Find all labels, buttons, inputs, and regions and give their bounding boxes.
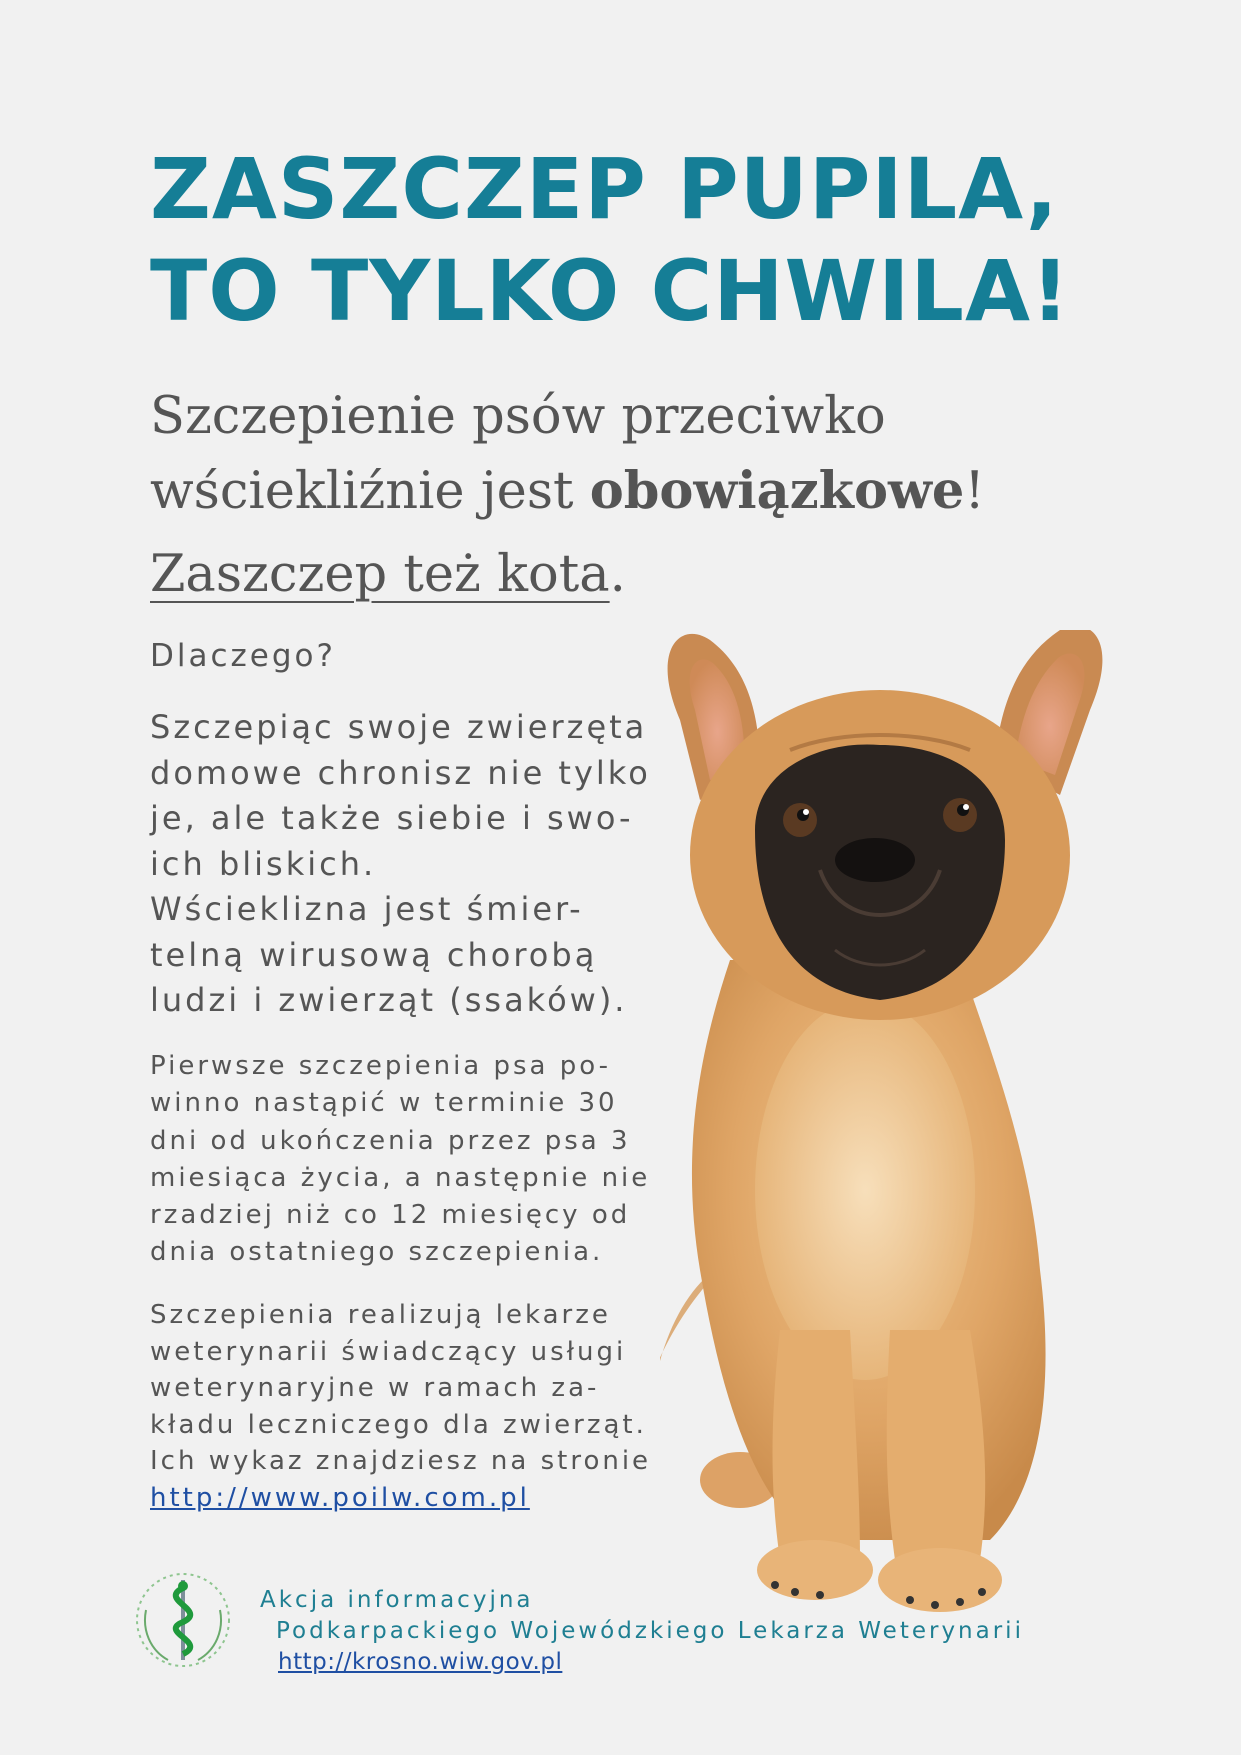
paragraph-line: winno nastąpić w terminie 30 (150, 1088, 618, 1119)
paragraph-line: domowe chronisz nie tylko (150, 753, 651, 792)
headline-line-1: ZASZCZEP PUPILA, (150, 140, 1059, 238)
paragraph-line: Ich wykaz znajdziesz na stronie (150, 1446, 652, 1476)
paragraph-line: weterynarii świadczący usługi (150, 1336, 627, 1367)
paragraph-line: dni od ukończenia przez psa 3 (150, 1125, 631, 1156)
paragraph-line: Szczepiąc swoje zwierzęta (150, 708, 648, 746)
paragraph-line: Szczepienia realizują lekarze (150, 1300, 611, 1330)
paragraph-line: weterynaryjne w ramach za- (150, 1373, 600, 1403)
footer-line-2: Podkarpackiego Wojewódzkiego Lekarza Weterynarii (276, 1618, 1024, 1644)
subtitle-exclamation: ! (964, 462, 985, 521)
subtitle-line-2-start: wściekliźnie jest (150, 462, 590, 521)
paragraph-line: Wścieklizna jest śmier- (150, 890, 584, 928)
cat-note-period: . (609, 545, 626, 604)
poilw-link[interactable]: http://www.poilw.com.pl (150, 1482, 530, 1513)
subtitle-line-1: Szczepienie psów przeciwko (150, 387, 886, 446)
paragraph-line: telną wirusową chorobą (150, 935, 598, 974)
paragraph-providers (150, 1297, 690, 1516)
paragraph-line: miesiąca życia, a następnie nie (150, 1162, 651, 1193)
veterinary-caduceus-logo (128, 1570, 238, 1670)
subtitle (150, 380, 1010, 529)
footer-line-1: Akcja informacyjna (260, 1587, 534, 1613)
french-bulldog-image (660, 630, 1120, 1620)
paragraph-line: je, ale także siebie i swo- (150, 799, 634, 837)
why-heading: Dlaczego? (150, 638, 336, 674)
headline (150, 138, 1110, 342)
paragraph-line: ludzi i zwierząt (ssaków). (150, 981, 628, 1019)
paragraph-protection (150, 705, 690, 1024)
paragraph-line: ich bliskich. (150, 844, 377, 883)
paragraph-schedule (150, 1048, 690, 1272)
headline-line-2: TO TYLKO CHWILA! (150, 242, 1071, 340)
paragraph-line: dnia ostatniego szczepienia. (150, 1237, 604, 1268)
paragraph-line: rzadziej niż co 12 miesięcy od (150, 1200, 631, 1231)
cat-note (150, 540, 626, 610)
wiw-link[interactable]: http://krosno.wiw.gov.pl (278, 1649, 563, 1675)
subtitle-emphasis: obowiązkowe (589, 461, 965, 521)
paragraph-line: Pierwsze szczepienia psa po- (150, 1051, 612, 1081)
cat-note-underlined: Zaszczep też kota (150, 545, 610, 604)
subtitle-line-2 (150, 454, 1010, 529)
footer-credit (260, 1585, 1024, 1677)
paragraph-line: kładu leczniczego dla zwierząt. (150, 1409, 647, 1440)
